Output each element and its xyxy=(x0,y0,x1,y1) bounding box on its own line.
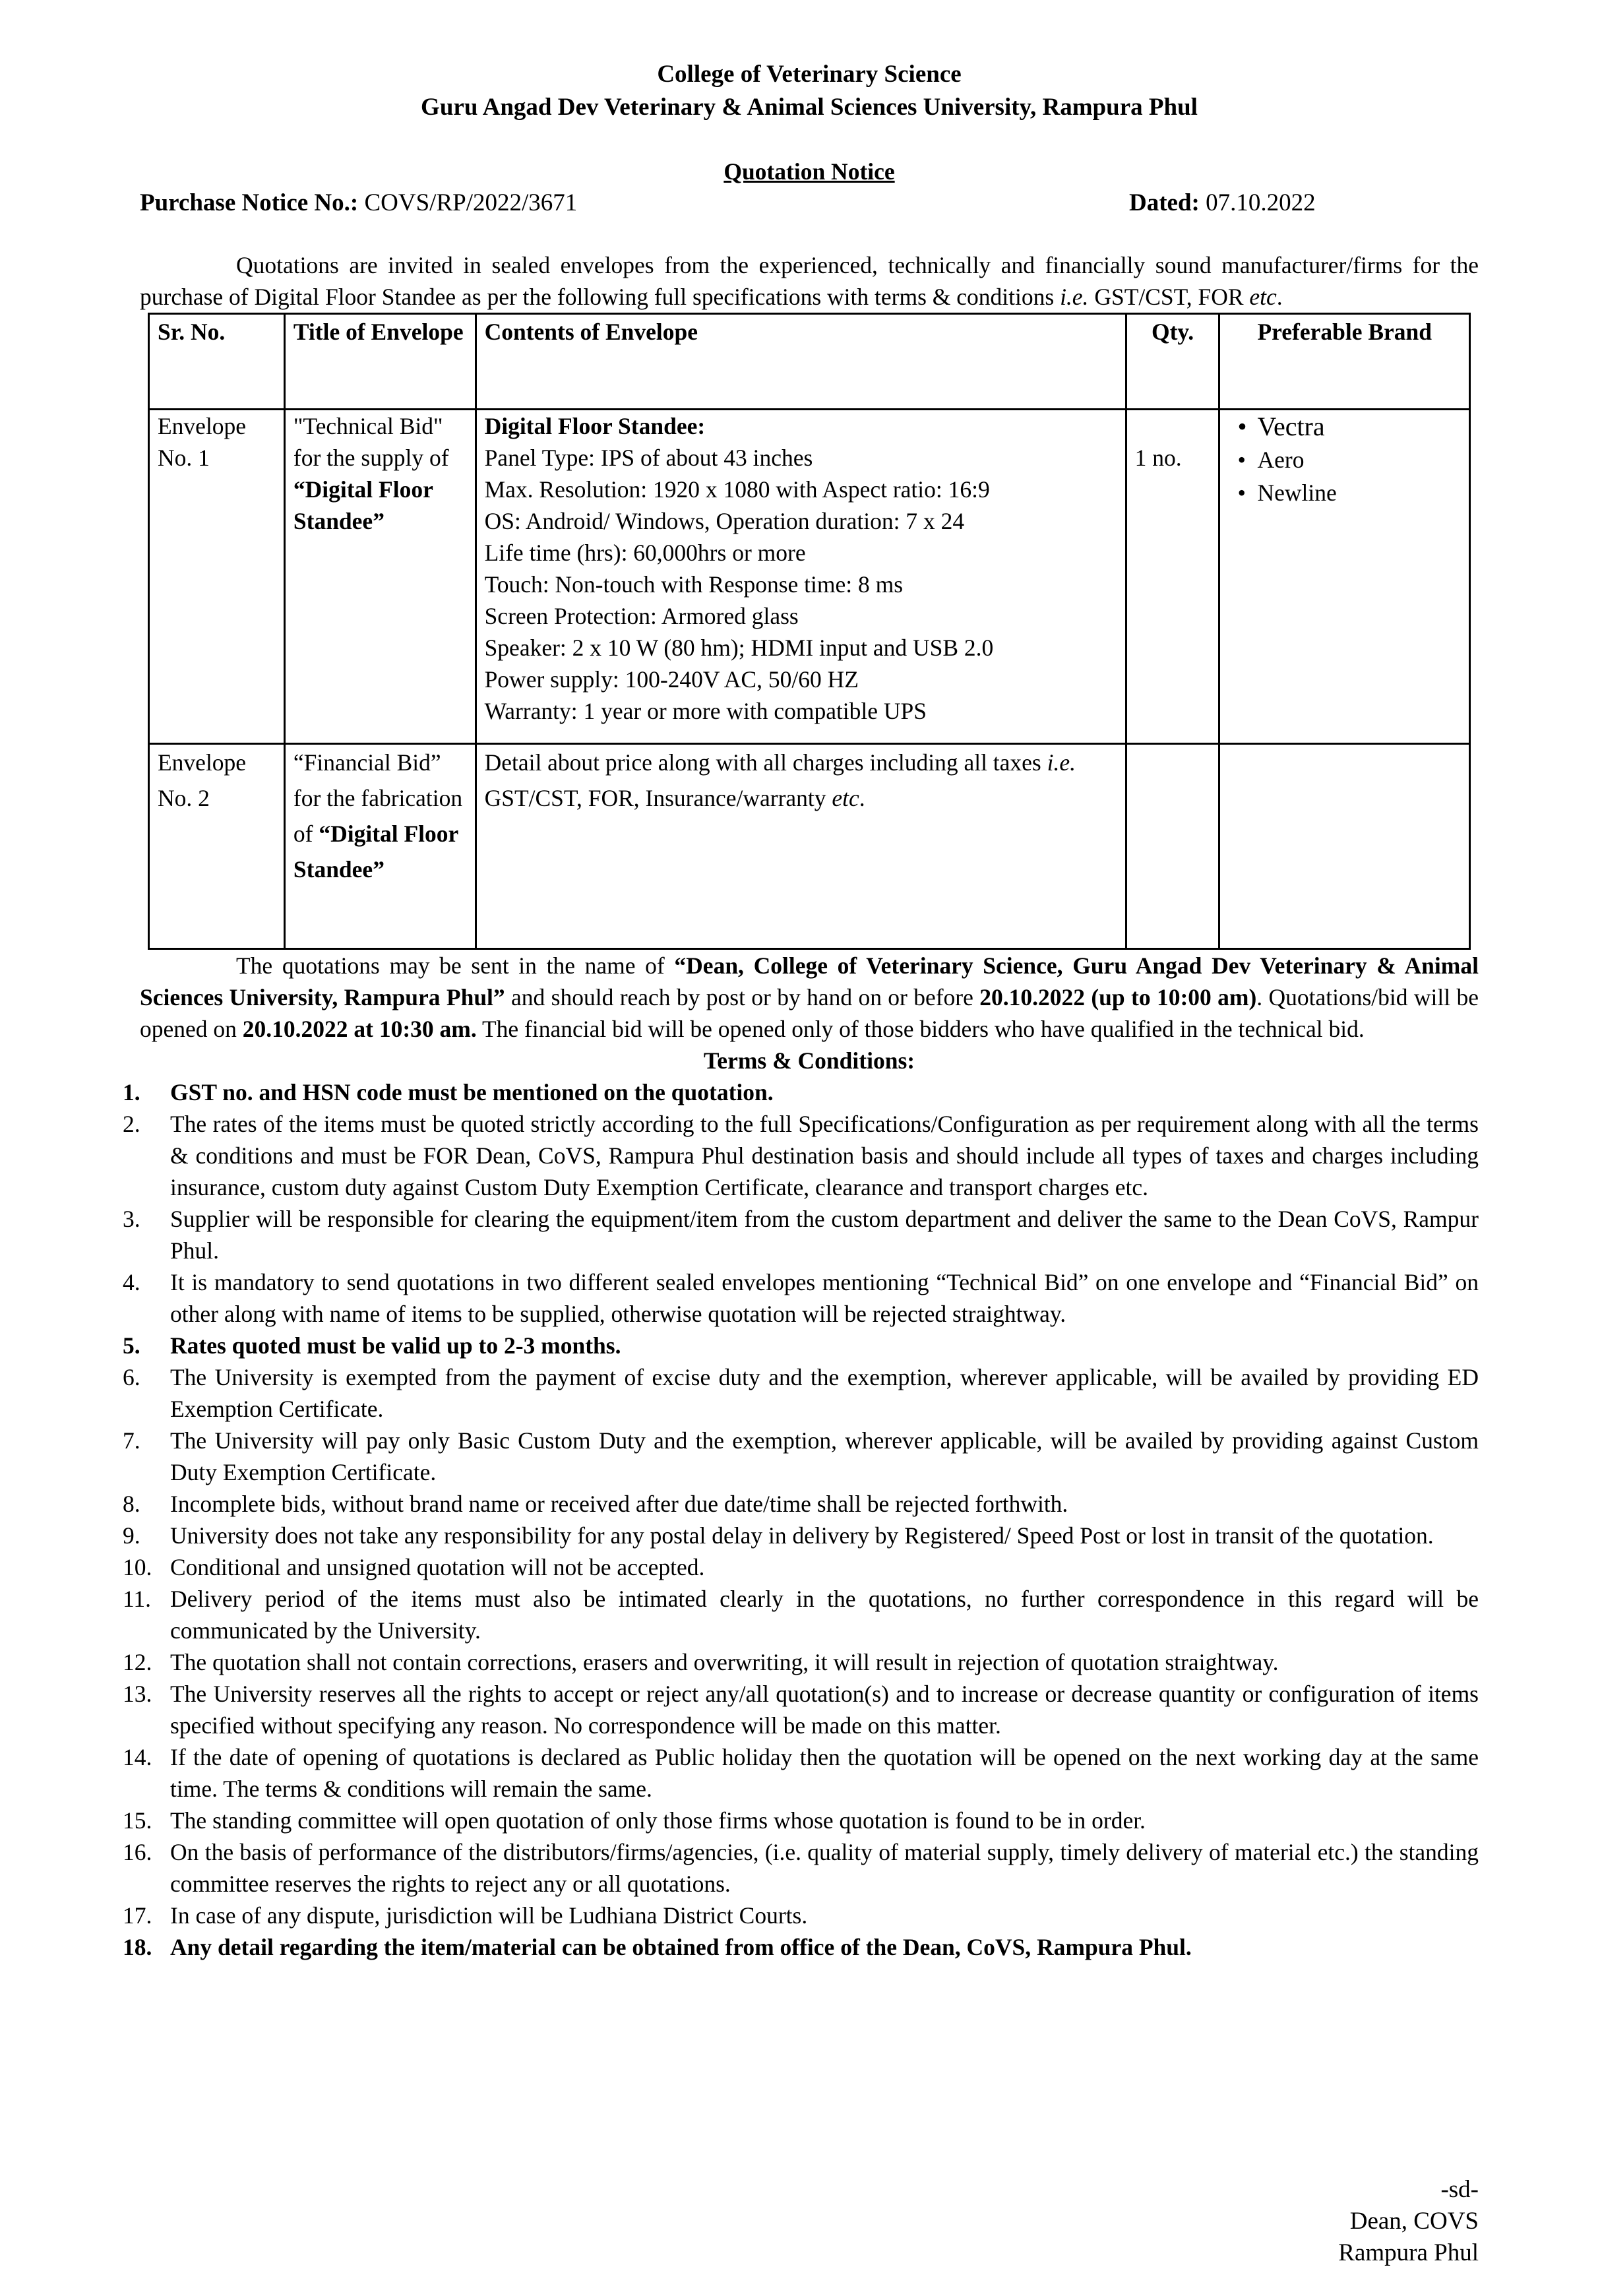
term-item xyxy=(123,1361,1479,1425)
address-paragraph xyxy=(140,950,1479,1045)
term-text: On the basis of performance of the distributors/firms/agencies, (i.e. quality of material supply, timely delivery of material etc.) the standing committee reserves the rights to reject any or all quotations. xyxy=(170,1839,1479,1897)
financial-etc: etc xyxy=(832,785,859,811)
term-number: 5. xyxy=(123,1332,140,1359)
address-text-1: The quotations may be sent in the name of xyxy=(236,952,675,979)
spec-speaker: Speaker: 2 x 10 W (80 hm); HDMI input and USB 2.0 xyxy=(484,635,994,661)
term-item xyxy=(123,1900,1479,1931)
spec-warranty: Warranty: 1 year or more with compatible UPS xyxy=(484,698,927,724)
opening-date: 20.10.2022 at 10:30 am. xyxy=(242,1016,477,1042)
term-item xyxy=(123,1425,1479,1488)
address-text-2: and should reach by post or by hand on or before xyxy=(505,984,980,1010)
envelope-2-brands xyxy=(1219,744,1470,949)
brand-item: • Newline xyxy=(1257,476,1461,509)
term-number: 10. xyxy=(123,1554,152,1580)
spec-lifetime: Life time (hrs): 60,000hrs or more xyxy=(484,540,806,566)
term-number: 9. xyxy=(123,1522,140,1549)
term-text: Any detail regarding the item/material can be obtained from office of the Dean, CoVS, Rampura Phul. xyxy=(170,1934,1192,1960)
brand-item: • Vectra xyxy=(1257,410,1461,443)
term-number: 4. xyxy=(123,1269,140,1295)
college-name: College of Veterinary Science xyxy=(657,61,962,88)
financial-contents-1: Detail about price along with all charges including all taxes xyxy=(484,749,1047,776)
specification-table xyxy=(148,313,1471,950)
financial-contents-2: GST/CST, FOR, Insurance/warranty xyxy=(484,785,832,811)
term-text: If the date of opening of quotations is declared as Public holiday then the quotation will be opened on the next working day at the same time. The terms & conditions will remain the same. xyxy=(170,1744,1479,1802)
envelope-1-brands xyxy=(1219,410,1470,744)
term-number: 13. xyxy=(123,1681,152,1707)
envelope-number: No. 2 xyxy=(158,785,210,811)
term-text: In case of any dispute, jurisdiction will be Ludhiana District Courts. xyxy=(170,1902,808,1929)
spec-os: OS: Android/ Windows, Operation duration: 7 x 24 xyxy=(484,508,965,534)
brand-item: • Aero xyxy=(1257,443,1461,476)
term-text: It is mandatory to send quotations in two different sealed envelopes mentioning “Technical Bid” on one envelope and “Financial Bid” on other along with name of items to be supplied, otherwise quotation will be rejected straightway. xyxy=(170,1269,1479,1327)
spec-power-supply: Power supply: 100-240V AC, 50/60 HZ xyxy=(484,666,859,693)
term-item xyxy=(123,1931,1479,1963)
term-text: Delivery period of the items must also be intimated clearly in the quotations, no further correspondence in this regard will be communicated by the University. xyxy=(170,1586,1479,1644)
envelope-1-sr xyxy=(149,410,285,744)
envelope-2-title xyxy=(284,744,476,949)
term-item xyxy=(123,1488,1479,1520)
term-item xyxy=(123,1203,1479,1266)
term-number: 8. xyxy=(123,1491,140,1517)
university-name: Guru Angad Dev Veterinary & Animal Sciences University, Rampura Phul xyxy=(421,94,1198,121)
submission-deadline: 20.10.2022 (up to 10:00 am) xyxy=(979,984,1257,1010)
header-qty: Qty. xyxy=(1126,314,1219,410)
term-text: The University is exempted from the payment of excise duty and the exemption, wherever applicable, will be availed by providing ED Exemption Certificate. xyxy=(170,1364,1479,1422)
signature-name: Dean, COVS xyxy=(1349,2208,1479,2235)
contents-heading: Digital Floor Standee: xyxy=(484,413,706,439)
envelope-number: No. 1 xyxy=(158,445,210,471)
term-item xyxy=(123,1836,1479,1900)
term-number: 18. xyxy=(123,1934,152,1960)
term-text: Incomplete bids, without brand name or received after due date/time shall be rejected forthwith. xyxy=(170,1491,1068,1517)
term-item xyxy=(123,1646,1479,1678)
notice-number-value: COVS/RP/2022/3671 xyxy=(358,189,578,216)
envelope-2-title-item: “Digital Floor Standee” xyxy=(293,821,458,883)
financial-ie: i.e. xyxy=(1047,749,1076,776)
envelope-label: Envelope xyxy=(158,749,247,776)
term-item xyxy=(123,1583,1479,1646)
term-text: GST no. and HSN code must be mentioned on the quotation. xyxy=(170,1079,774,1105)
term-number: 14. xyxy=(123,1744,152,1770)
envelope-2-sr xyxy=(149,744,285,949)
envelope-2-qty xyxy=(1126,744,1219,949)
term-item xyxy=(123,1551,1479,1583)
date-label: Dated: xyxy=(1129,189,1200,216)
envelope-1-qty: 1 no. xyxy=(1126,410,1219,744)
term-text: University does not take any responsibility for any postal delay in delivery by Registered/ Speed Post or lost in transit of the quotation. xyxy=(170,1522,1434,1549)
term-number: 11. xyxy=(123,1586,152,1612)
notice-meta-row xyxy=(140,187,1479,219)
term-text: The standing committee will open quotation of only those firms whose quotation is found to be in order. xyxy=(170,1807,1146,1834)
spec-resolution: Max. Resolution: 1920 x 1080 with Aspect ratio: 16:9 xyxy=(484,476,990,503)
intro-text-3: . xyxy=(1276,284,1283,310)
envelope-1-contents xyxy=(476,410,1126,744)
spec-screen-protection: Screen Protection: Armored glass xyxy=(484,603,799,629)
intro-ie: i.e. xyxy=(1060,284,1089,310)
intro-paragraph xyxy=(140,249,1479,313)
envelope-2-title-text: “Financial Bid” for the fabrication of xyxy=(293,749,463,847)
signature-sd: -sd- xyxy=(1440,2176,1479,2203)
document-page xyxy=(123,58,1479,1963)
term-item xyxy=(123,1678,1479,1741)
spec-touch: Touch: Non-touch with Response time: 8 ms xyxy=(484,571,904,598)
table-row xyxy=(149,744,1470,949)
notice-title: Quotation Notice xyxy=(723,158,895,185)
term-number: 15. xyxy=(123,1807,152,1834)
notice-number-label: Purchase Notice No.: xyxy=(140,189,359,216)
date-value: 07.10.2022 xyxy=(1199,189,1316,216)
intro-etc: etc xyxy=(1249,284,1277,310)
financial-contents-3: . xyxy=(859,785,865,811)
envelope-1-title xyxy=(284,410,476,744)
term-number: 2. xyxy=(123,1111,140,1137)
notice-date xyxy=(1129,187,1479,219)
envelope-label: Envelope xyxy=(158,413,247,439)
term-text: The rates of the items must be quoted strictly according to the full Specifications/Configuration as per requirement along with all the terms & conditions and must be FOR Dean, CoVS, Rampura Phul destination basis and should include all types of taxes and charges including insurance, custom duty against Custom Duty Exemption Certificate, clearance and transport charges etc. xyxy=(170,1111,1479,1200)
header-sr-no: Sr. No. xyxy=(149,314,285,410)
term-text: The quotation shall not contain corrections, erasers and overwriting, it will result in rejection of quotation straightway. xyxy=(170,1649,1279,1675)
term-item xyxy=(123,1266,1479,1330)
address-recipient: “Dean, College of Veterinary Science, Guru Angad Dev Veterinary & Animal Sciences University, Rampura Phul” xyxy=(140,952,1479,1010)
envelope-1-title-item: “Digital Floor Standee” xyxy=(293,476,433,534)
brand-list xyxy=(1228,410,1461,509)
term-item xyxy=(123,1330,1479,1361)
table-header-row xyxy=(149,314,1470,410)
header-title-of-envelope: Title of Envelope xyxy=(284,314,476,410)
envelope-2-contents xyxy=(476,744,1126,949)
term-number: 16. xyxy=(123,1839,152,1865)
purchase-notice-number xyxy=(140,187,577,219)
term-text: Conditional and unsigned quotation will not be accepted. xyxy=(170,1554,705,1580)
term-text: Rates quoted must be valid up to 2-3 months. xyxy=(170,1332,621,1359)
spec-panel-type: Panel Type: IPS of about 43 inches xyxy=(484,445,813,471)
term-text: The University reserves all the rights to accept or reject any/all quotation(s) and to increase or decrease quantity or configuration of items specified without specifying any reason. No correspondence will be made on this matter. xyxy=(170,1681,1479,1739)
term-text: Supplier will be responsible for clearing the equipment/item from the custom department and deliver the same to the Dean CoVS, Rampur Phul. xyxy=(170,1206,1479,1264)
intro-text-2: GST/CST, FOR xyxy=(1088,284,1250,310)
terms-list xyxy=(123,1076,1479,1963)
header-preferable-brand: Preferable Brand xyxy=(1219,314,1470,410)
signature-place: Rampura Phul xyxy=(1338,2239,1479,2266)
signature-block xyxy=(1338,2174,1479,2269)
table-row xyxy=(149,410,1470,744)
envelope-1-title-text: "Technical Bid" for the supply of xyxy=(293,413,449,471)
term-number: 17. xyxy=(123,1902,152,1929)
term-item xyxy=(123,1108,1479,1203)
term-text: The University will pay only Basic Custom Duty and the exemption, wherever applicable, will be availed by providing against Custom Duty Exemption Certificate. xyxy=(170,1427,1479,1485)
term-number: 1. xyxy=(123,1079,140,1105)
term-number: 12. xyxy=(123,1649,152,1675)
term-item xyxy=(123,1520,1479,1551)
term-item xyxy=(123,1805,1479,1836)
term-item xyxy=(123,1741,1479,1805)
term-item xyxy=(123,1076,1479,1108)
terms-title: Terms & Conditions: xyxy=(703,1047,915,1074)
term-number: 7. xyxy=(123,1427,140,1454)
header-contents-of-envelope: Contents of Envelope xyxy=(476,314,1126,410)
intro-text-1: Quotations are invited in sealed envelopes from the experienced, technically and financially sound manufacturer/firms for the purchase of Digital Floor Standee as per the following full specifications with terms & conditions xyxy=(140,252,1479,310)
address-text-4: The financial bid will be opened only of those bidders who have qualified in the technical bid. xyxy=(476,1016,1365,1042)
term-number: 6. xyxy=(123,1364,140,1390)
address-text-3: . Quotations/bid will be opened on xyxy=(140,984,1479,1042)
term-number: 3. xyxy=(123,1206,140,1232)
